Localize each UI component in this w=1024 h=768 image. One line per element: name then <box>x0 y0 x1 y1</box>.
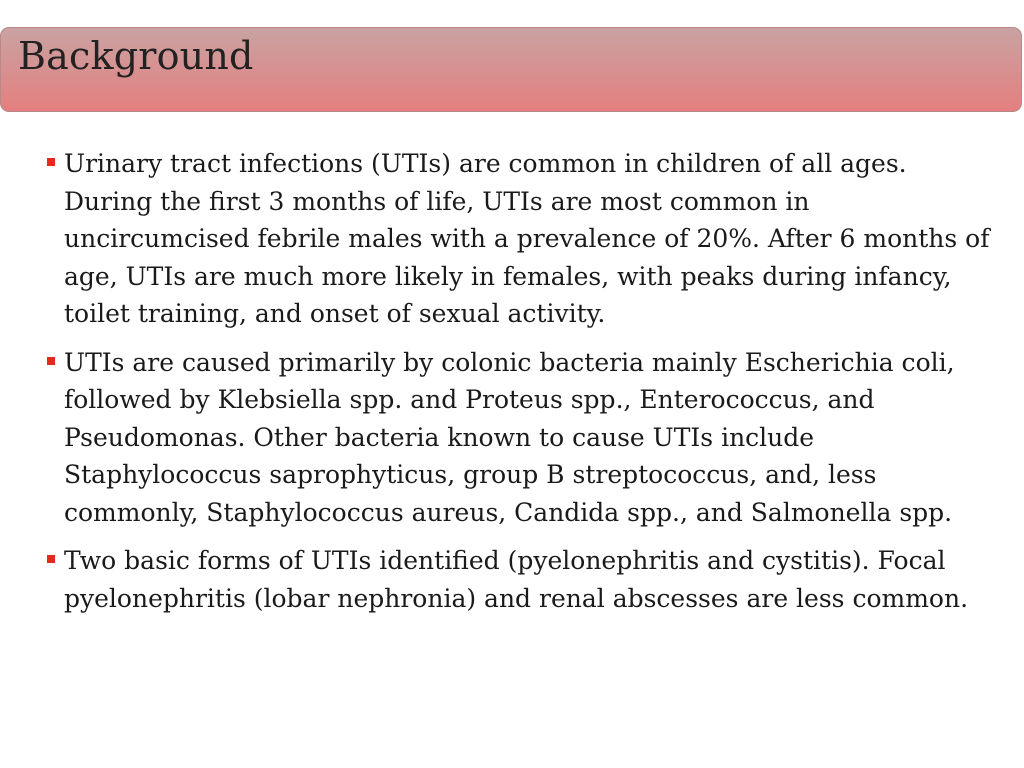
bullet-list <box>40 145 990 628</box>
bullet-text: UTIs are caused primarily by colonic bacteria mainly Escherichia coli, followed by Klebsiella spp. and Proteus spp., Enterococcus, and Pseudomonas. Other bacteria known to cause UTIs include Staphylococcus saprophyticus, group B streptococcus, and, less commonly, Staphylococcus aureus, Candida spp., and Salmonella spp. <box>64 347 955 527</box>
square-bullet-icon <box>47 555 55 563</box>
slide-title: Background <box>18 34 254 78</box>
bullet-item <box>40 542 990 617</box>
bullet-item <box>40 145 990 333</box>
square-bullet-icon <box>47 357 55 365</box>
bullet-item <box>40 344 990 532</box>
title-banner <box>0 27 1022 112</box>
bullet-text: Urinary tract infections (UTIs) are common in children of all ages. During the first 3 months of life, UTIs are most common in uncircumcised febrile males with a prevalence of 20%. After 6 months of age, UTIs are much more likely in females, with peaks during infancy, toilet training, and onset of sexual activity. <box>64 149 990 328</box>
square-bullet-icon <box>47 158 55 166</box>
bullet-text: Two basic forms of UTIs identified (pyelonephritis and cystitis). Focal pyelonephritis (lobar nephronia) and renal abscesses are less common. <box>64 546 969 613</box>
